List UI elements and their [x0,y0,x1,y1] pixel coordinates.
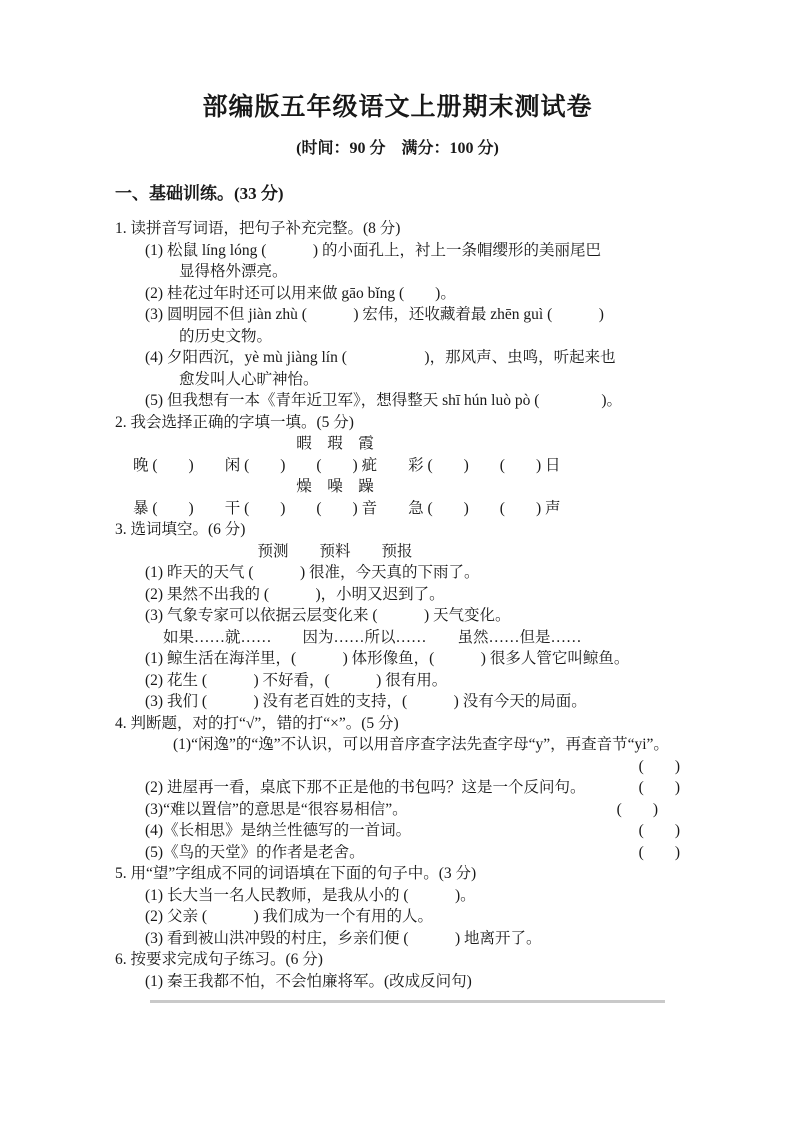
q4-item4 [115,820,680,842]
q1-item2: (2) 桂花过年时还可以用来做 gāo bǐng ( )。 [145,284,456,302]
q4-stem: 4. 判断题，对的打“√”，错的打“×”。(5 分) [115,714,399,732]
q1-item1-line2: 显得格外漂亮。 [179,263,288,280]
q3-part2-item3: (3) 我们 ( ) 没有老百姓的支持，( ) 没有今天的局面。 [145,693,587,710]
q4-item1-text: (1)“闲逸”的“逸”不认识，可以用音序查字法先查字母“y”，再查音节“yi”。 [173,736,669,753]
q2-word-bank-2: 燥 噪 躁 [296,478,374,495]
q5-stem: 5. 用“望”字组成不同的词语填在下面的句子中。(3 分) [115,865,477,882]
q1-stem: 1. 读拼音写词语，把句子补充完整。(8 分) [115,220,401,237]
paper-subtitle: (时间：90 分 满分：100 分) [296,140,499,157]
q2-fill-row-1: 晚 ( ) 闲 ( ) ( ) 疵 彩 ( ) ( ) 日 [133,456,561,474]
q4-item5 [115,842,680,864]
q4-item4-text: (4)《长相思》是纳兰性德写的一首词。 [145,822,412,839]
q3-part1-item3: (3) 气象专家可以依据云层变化来 ( ) 天气变化。 [145,607,511,624]
q1-item4-line1: (4) 夕阳西沉，yè mù jiàng lín ( )，那风声、虫鸣，听起来也 [145,349,616,366]
q1-item1-line1: (1) 松鼠 líng lóng ( ) 的小面孔上，衬上一条帽缨形的美丽尾巴 [145,241,601,259]
q4-item3-answer-paren: ( ) [616,800,658,818]
q5-item1: (1) 长大当一名人民教师，是我从小的 ( )。 [145,886,476,904]
q6-stem: 6. 按要求完成句子练习。(6 分) [115,951,323,968]
q4-item1-answer-paren: ( ) [638,757,680,775]
paper-title: 部编版五年级语文上册期末测试卷 [202,94,593,121]
paper-body [115,218,680,992]
q5-item2: (2) 父亲 ( ) 我们成为一个有用的人。 [145,908,434,925]
q2-fill-row-2: 暴 ( ) 干 ( ) ( ) 音 急 ( ) ( ) 声 [133,499,561,517]
q1-item3-line1: (3) 圆明园不但 jiàn zhù ( ) 宏伟，还收藏着最 zhēn guì ( ) [145,306,604,323]
section-heading: 一、基础训练。(33 分) [115,184,284,203]
q4-item5-text: (5)《鸟的天堂》的作者是老舍。 [145,843,365,861]
q1-item4-line2: 愈发叫人心旷神怡。 [179,370,319,388]
q6-item1: (1) 秦王我都不怕，不会怕廉将军。(改成反问句) [145,972,472,990]
q1-item5: (5) 但我想有一本《青年近卫军》，想得整天 shī hún luò pò ( )。 [145,392,623,409]
q3-part1-item1: (1) 昨天的天气 ( ) 很准，今天真的下雨了。 [145,564,480,581]
q4-item2-answer-paren: ( ) [638,779,680,796]
page-divider [150,1000,665,1003]
q3-word-bank-2: 如果……就…… 因为……所以…… 虽然……但是…… [163,628,582,646]
q1-item3-line2: 的历史文物。 [179,327,273,345]
q4-item5-answer-paren: ( ) [638,843,680,861]
q4-item3-text: (3)“难以置信”的意思是“很容易相信”。 [145,800,408,818]
q3-part2-item1: (1) 鲸生活在海洋里，( ) 体形像鱼，( ) 很多人管它叫鲸鱼。 [145,650,630,667]
q3-word-bank-1: 预测 预料 预报 [257,542,413,560]
q4-item4-answer-paren: ( ) [638,822,680,839]
q3-part2-item2: (2) 花生 ( ) 不好看，( ) 很有用。 [145,671,448,689]
q3-stem: 3. 选词填空。(6 分) [115,521,246,538]
q4-item2-text: (2) 进屋再一看，桌底下那不正是他的书包吗？这是一个反问句。 [145,779,586,796]
q5-item3: (3) 看到被山洪冲毁的村庄，乡亲们便 ( ) 地离开了。 [145,929,542,947]
q3-part1-item2: (2) 果然不出我的 ( )，小明又迟到了。 [145,585,445,603]
q2-stem: 2. 我会选择正确的字填一填。(5 分) [115,413,354,431]
q4-item3 [115,799,680,821]
q2-word-bank-1: 暇 瑕 霞 [296,435,374,452]
q4-item2 [115,777,680,799]
